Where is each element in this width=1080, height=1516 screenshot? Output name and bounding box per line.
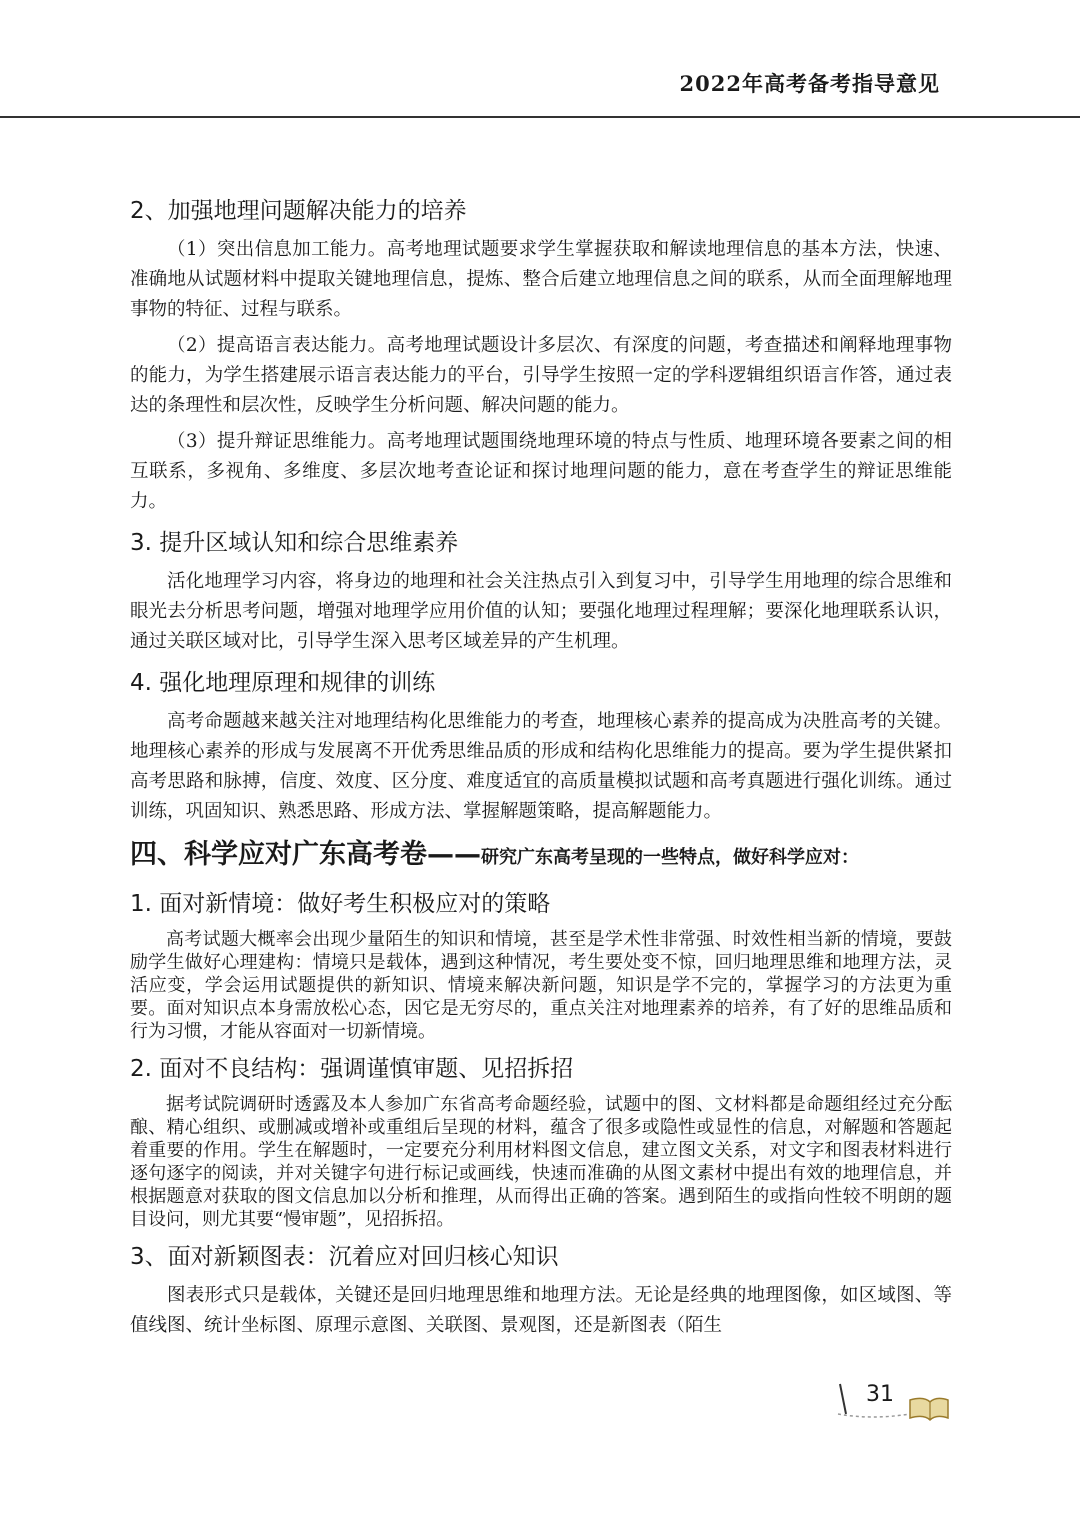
section-4 bbox=[130, 667, 952, 827]
topic-3 bbox=[130, 1241, 952, 1341]
part-subtitle: 研究广东高考呈现的一些特点，做好科学应对： bbox=[481, 847, 859, 868]
section-heading: 3、面对新颖图表：沉着应对回归核心知识 bbox=[130, 1244, 559, 1270]
section-2 bbox=[130, 195, 952, 517]
paragraph: 高考命题越来越关注对地理结构化思维能力的考查，地理核心素养的提高成为决胜高考的关键。地理核心素养的形成与发展离不开优秀思维品质的形成和结构化思维能力的提高。要为学生提供紧扣高考思路和脉搏，信度、效度、区分度、难度适宜的高质量模拟试题和高考真题进行强化训练。通过训练，巩固知识、熟悉思路、形成方法、掌握解题策略，提高解题能力。 bbox=[130, 711, 952, 822]
paragraph: （1）突出信息加工能力。高考地理试题要求学生掌握获取和解读地理信息的基本方法，快速、准确地从试题材料中提取关键地理信息，提炼、整合后建立地理信息之间的联系，从而全面理解地理事物的特征、过程与联系。 bbox=[130, 239, 952, 320]
paragraph: （2）提高语言表达能力。高考地理试题设计多层次、有深度的问题，考查描述和阐释地理事物的能力，为学生搭建展示语言表达能力的平台，引导学生按照一定的学科逻辑组织语言作答，通过表达的条理性和层次性，反映学生分析问题、解决问题的能力。 bbox=[130, 335, 952, 416]
section-heading: 2、加强地理问题解决能力的培养 bbox=[130, 198, 467, 224]
section-3 bbox=[130, 527, 952, 657]
paragraph: 据考试院调研时透露及本人参加广东省高考命题经验，试题中的图、文材料都是命题组经过充分酝酿、精心组织、或删减或增补或重组后呈现的材料，蕴含了很多或隐性或显性的信息，对解题和答题起着重要的作用。学生在解题时，一定要充分利用材料图文信息，建立图文关系，对文字和图表材料进行逐句逐字的阅读，并对关键字句进行标记或画线，快速而准确的从图文素材中提出有效的地理信息，并根据题意对获取的图文信息加以分析和推理，从而得出正确的答案。遇到陌生的或指向性较不明朗的题目设问，则尤其要“慢审题”，见招拆招。 bbox=[130, 1094, 952, 1230]
page-body bbox=[130, 195, 952, 1351]
part-heading bbox=[130, 837, 952, 876]
paragraph: 图表形式只是载体，关键还是回归地理思维和地理方法。无论是经典的地理图像，如区域图、等值线图、统计坐标图、原理示意图、关联图、景观图，还是新图表（陌生 bbox=[130, 1285, 952, 1336]
running-header: 2022年高考备考指导意见 bbox=[679, 71, 940, 96]
paragraph: 活化地理学习内容，将身边的地理和社会关注热点引入到复习中，引导学生用地理的综合思维和眼光去分析思考问题，增强对地理学应用价值的认知；要强化地理过程理解；要深化地理联系认识，通过关联区域对比，引导学生深入思考区域差异的产生机理。 bbox=[130, 571, 952, 652]
section-heading: 3. 提升区域认知和综合思维素养 bbox=[130, 530, 459, 556]
paragraph: 高考试题大概率会出现少量陌生的知识和情境，甚至是学术性非常强、时效性相当新的情境，要鼓励学生做好心理建构：情境只是载体，遇到这种情况，考生要处变不惊，回归地理思维和地理方法，灵活应变，学会运用试题提供的新知识、情境来解决新问题，知识是学不完的，掌握学习的方法更为重要。面对知识点本身需放松心态，因它是无穷尽的，重点关注对地理素养的培养，有了好的思维品质和行为习惯，才能从容面对一切新情境。 bbox=[130, 929, 952, 1042]
topic-2 bbox=[130, 1053, 952, 1231]
paragraph: （3）提升辩证思维能力。高考地理试题围绕地理环境的特点与性质、地理环境各要素之间的相互联系，多视角、多维度、多层次地考查论证和探讨地理问题的能力，意在考查学生的辩证思维能力。 bbox=[130, 431, 952, 512]
topic-1 bbox=[130, 888, 952, 1043]
section-heading: 4. 强化地理原理和规律的训练 bbox=[130, 670, 436, 696]
section-heading: 2. 面对不良结构：强调谨慎审题、见招拆招 bbox=[130, 1056, 574, 1082]
header-divider bbox=[0, 116, 1080, 118]
page-footer bbox=[832, 1378, 952, 1428]
section-heading: 1. 面对新情境：做好考生积极应对的策略 bbox=[130, 891, 551, 917]
page-number: 31 bbox=[866, 1382, 894, 1407]
part-title: 四、科学应对广东高考卷—— bbox=[130, 839, 481, 870]
